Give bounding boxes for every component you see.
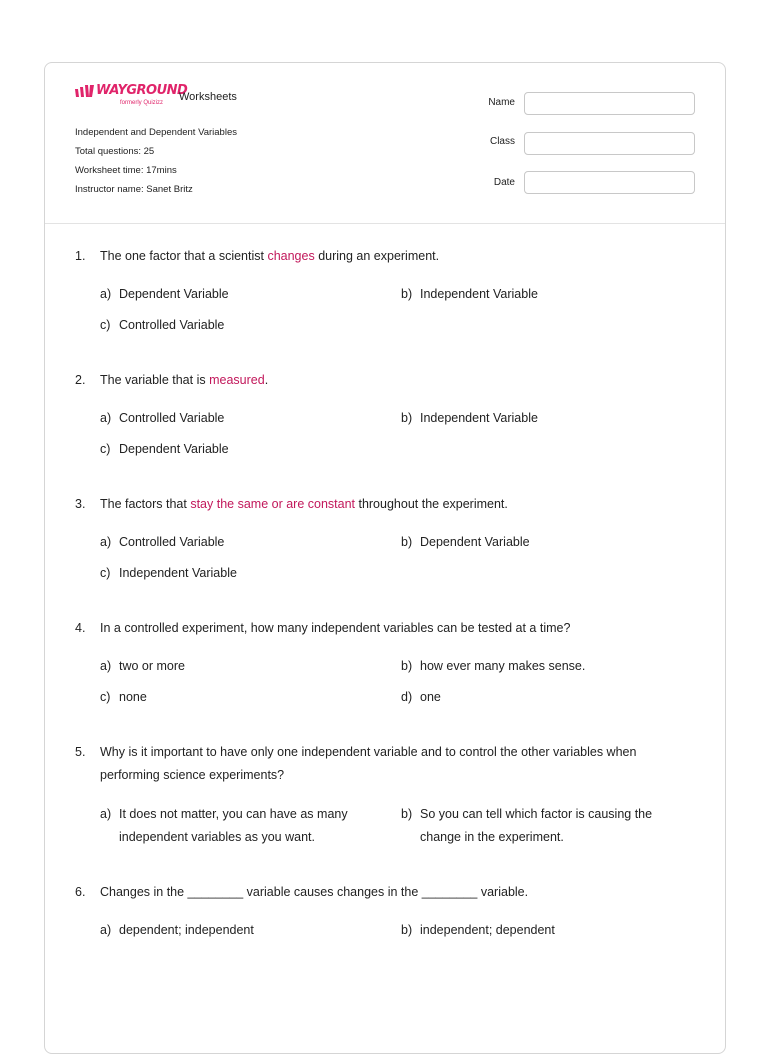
class-field[interactable] xyxy=(524,132,695,155)
date-label: Date xyxy=(493,177,515,188)
name-field[interactable] xyxy=(524,92,695,115)
wayground-logo xyxy=(75,83,188,109)
date-field[interactable] xyxy=(524,171,695,194)
question-number: 1. xyxy=(75,249,86,263)
question-text: The one factor that a scientist changes during an experiment. xyxy=(100,249,440,263)
question-number: 2. xyxy=(75,373,86,387)
worksheet-page: WAYGROUND formerly Quizizz Worksheets Independent and Dependent Variables Total questions: 25 Worksheet time: 17mins Instructor name: Sanet Britz Name Class Date 1. The one factor that a scientist changes during an experiment. a) Dependent Variable b) Independent Variable c) Controlled Variable 2. The variable that is measured. a) Controlled Variable b) Independent Variable c) Dependent Variable 3. The factors that stay the same or are constant throughout the experiment. a) Controlled Variable b) Dependent Variable c) Independent Variable 4. In a controlled experiment, how many independent variables can be tested at a time? a) two or more b) how ever many makes sense. c) none d) one 5. Why is it important to have only one independent variable and to control the other variables when performing science experiments? a) It does not matter, you can have as many independent variables as you want. b) So you can tell which factor is causing the change in the experiment. 6. Changes in the ________ variable causes changes in the ________ variable. a) dependent; independent b) independent; dependent xyxy=(44,62,726,1054)
total-questions: Total questions: 25 xyxy=(75,146,155,157)
instructor-name: Instructor name: Sanet Britz xyxy=(75,184,193,195)
worksheet-time: Worksheet time: 17mins xyxy=(75,165,177,176)
question-text: The factors that stay the same or are constant throughout the experiment. xyxy=(100,497,508,511)
name-label: Name xyxy=(488,97,515,108)
logo-tagline: formerly Quizizz xyxy=(120,100,164,106)
question-text: In a controlled experiment, how many independent variables can be tested at a time? xyxy=(100,621,571,635)
question-number: 6. xyxy=(75,885,86,899)
logo-mark-icon xyxy=(75,85,95,99)
logo-wordmark: WAYGROUND xyxy=(96,83,188,98)
highlight: stay the same or are constant xyxy=(190,497,355,511)
class-label: Class xyxy=(489,136,515,147)
worksheet-header xyxy=(45,63,725,224)
question-text: Why is it important to have only one independent variable and to control the other variables when performing science experiments? xyxy=(100,745,637,782)
section-label: Worksheets xyxy=(179,91,237,103)
question-text: Changes in the ________ variable causes changes in the ________ variable. xyxy=(100,885,529,899)
question-text: The variable that is measured. xyxy=(100,373,269,387)
question-number: 5. xyxy=(75,745,86,759)
worksheet-title: Independent and Dependent Variables xyxy=(75,127,237,138)
highlight: changes xyxy=(267,249,315,263)
highlight: measured xyxy=(209,373,265,387)
question-number: 4. xyxy=(75,621,86,635)
question-number: 3. xyxy=(75,497,86,511)
